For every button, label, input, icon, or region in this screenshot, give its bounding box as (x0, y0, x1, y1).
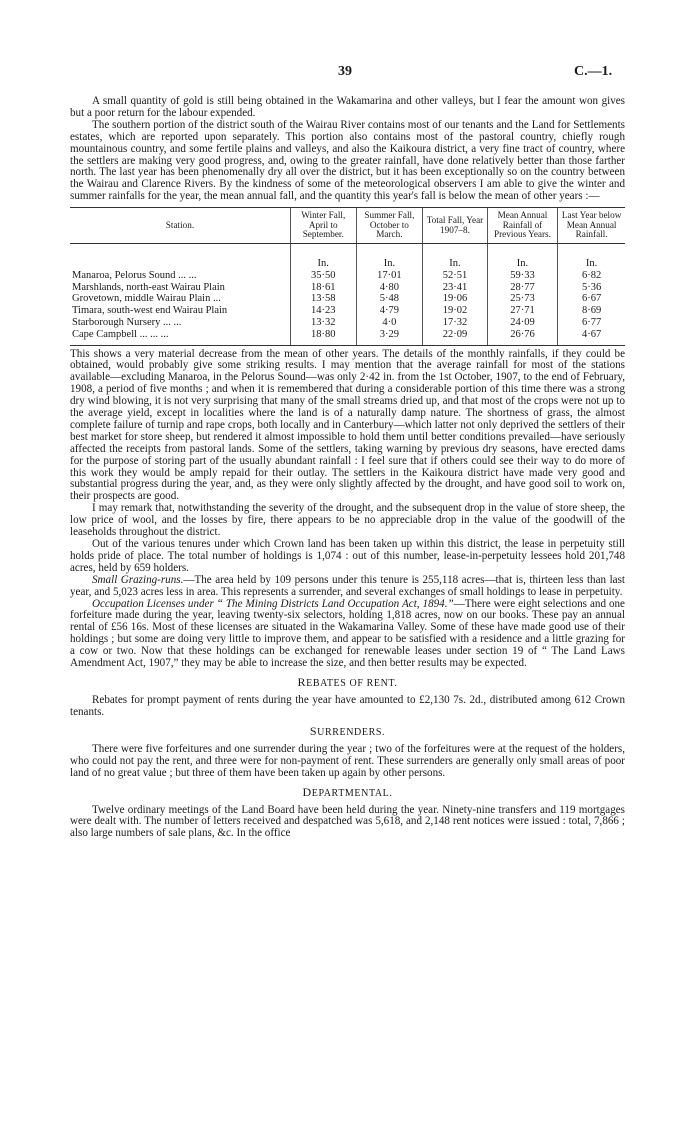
mean-value: 24·09 (487, 317, 558, 329)
summer-value: 4·79 (356, 305, 423, 317)
mean-value: 26·76 (487, 329, 558, 345)
below-value: 6·77 (558, 317, 625, 329)
below-value: 6·67 (558, 293, 625, 305)
unit-label: In. (487, 243, 558, 269)
paragraph-small-grazing (70, 575, 625, 599)
col-total-fall: Total Fall, Year 1907–8. (423, 208, 487, 244)
summer-value: 5·48 (356, 293, 423, 305)
unit-label: In. (290, 243, 356, 269)
table-row (70, 317, 625, 329)
total-value: 19·06 (423, 293, 487, 305)
table-row (70, 270, 625, 282)
table-row (70, 305, 625, 317)
winter-value: 14·23 (290, 305, 356, 317)
table-units-row (70, 243, 625, 269)
summer-value: 17·01 (356, 270, 423, 282)
paragraph-occupation-licenses (70, 599, 625, 670)
paragraph-departmental: Twelve ordinary meetings of the Land Board have been held during the year. Ninety-nine transfers and 119 mortgages were dealt with. The number of letters received and despatched was 5,618, and 2,148 rent notices were issued : total, 7,866 ; also large numbers of sale plans, &c. In the office (70, 803, 625, 840)
below-value: 5·36 (558, 282, 625, 294)
below-value: 4·67 (558, 329, 625, 345)
summer-value: 4·0 (356, 317, 423, 329)
paragraph-southern-portion: The southern portion of the district south of the Wairau River contains most of our tenants and the Land for Settlements estates, which are reported upon separately. This portion also contains most of the pastoral country, chiefly rough mountainous country, and some fertile plains and valleys, and also the Kaikoura district, a very fine tract of country, where the settlers are making very good progress, and, owing to the greater rainfall, have done relatively better than those farther north. The last year has been phenomenally dry all over the district, but it has been exceptionally so on the country between the Wairau and Clarence Rivers. By the kindness of some of the meteorological observers I am able to give the winter and summer rainfalls for the year, the mean annual fall, and the quantity this year's fall is below the mean of other years :— (70, 118, 625, 203)
series-code: C.—1. (574, 64, 613, 79)
page-number: 39 (338, 64, 352, 79)
total-value: 19·02 (423, 305, 487, 317)
paragraph-surrenders: There were five forfeitures and one surrender during the year ; two of the forfeitures were at the request of the holders, who could not pay the rent, and three were for non-payment of rent. These surrenders are generally only small areas of poor land of no great value ; but three of them have been taken up again by other persons. (70, 742, 625, 779)
below-value: 8·69 (558, 305, 625, 317)
below-value: 6·82 (558, 270, 625, 282)
station-name: Marshlands, north-east Wairau Plain (72, 281, 225, 293)
col-mean-annual: Mean Annual Rainfall of Previous Years. (487, 208, 558, 244)
mean-value: 25·73 (487, 293, 558, 305)
station-name: Manaroa, Pelorus Sound ... ... (72, 269, 197, 281)
total-value: 23·41 (423, 282, 487, 294)
unit-label: In. (423, 243, 487, 269)
winter-value: 13·58 (290, 293, 356, 305)
heading-surrenders: SURRENDERS. (309, 723, 386, 738)
station-name: Cape Campbell ... ... ... (72, 328, 169, 340)
winter-value: 18·80 (290, 329, 356, 345)
heading-departmental: DEPARTMENTAL. (302, 784, 393, 799)
paragraph-gold: A small quantity of gold is still being obtained in the Wakamarina and other valleys, but I fear the amount won gives but a poor return for the labour expended. (70, 95, 625, 119)
small-grazing-text: —The area held by 109 persons under this tenure is 255,118 acres—that is, thirteen less than last year, and 5,023 acres less in area. This represents a surrender, and several exchanges of small holdings to lease in perpetuity. (70, 573, 626, 598)
winter-value: 35·50 (290, 270, 356, 282)
table-bottom-rule (70, 345, 625, 346)
station-name: Starborough Nursery ... ... (72, 316, 182, 328)
paragraph-rebates: Rebates for prompt payment of rents during the year have amounted to £2,130 7s. 2d., distributed among 612 Crown tenants. (70, 693, 625, 718)
mean-value: 28·77 (487, 282, 558, 294)
unit-label: In. (558, 243, 625, 269)
mean-value: 59·33 (487, 270, 558, 282)
table-header-row (70, 208, 625, 244)
total-value: 52·51 (423, 270, 487, 282)
unit-label: In. (356, 243, 423, 269)
page-body (70, 96, 625, 840)
table-row (70, 282, 625, 294)
col-winter-fall: Winter Fall, April to September. (290, 208, 356, 244)
station-name: Timara, south-west end Wairau Plain (72, 305, 228, 317)
small-grazing-title: Small Grazing-runs. (92, 573, 184, 586)
total-value: 17·32 (423, 317, 487, 329)
col-below-mean: Last Year below Mean Annual Rainfall. (558, 208, 625, 244)
col-summer-fall: Summer Fall, October to March. (356, 208, 423, 244)
col-station: Station. (70, 208, 290, 244)
table-row (70, 293, 625, 305)
rainfall-table (70, 207, 625, 344)
winter-value: 18·61 (290, 282, 356, 294)
paragraph-decrease: This shows a very material decrease from the mean of other years. The details of the monthly rainfalls, if they could be obtained, would probably give some striking results. I may mention that the average rainfall for most of the stations available—excluding Manaroa, in the Pelorus Sound—was only 2·42 in. from the 1st October, 1907, to the end of February, 1908, a period of five months ; and when it is remembered that during a considerable portion of this time there was a strong dry wind blowing, it is not very surprising that many of the small streams dried up, and that most of the crops were not up to the average yield, except in localities where the land is of a naturally damp nature. The shortness of grass, the almost complete failure of turnip and rape crops, both locally and in Canterbury—which latter not only deprived the settlers of their best market for store sheep, but rendered it almost impossible to hold them until better conditions prevailed—have seriously affected the receipts from pastoral lands. Some of the settlers, taking warning by previous dry seasons, have erected dams for the purpose of storing part of the usually abundant rainfall : I feel sure that if others could see their way to do more of this work they would be amply repaid for their outlay. The settlers in the Kaikoura district have made very good and substantial progress during the year, and, as they were only slightly affected by the drought, and have good soil to work on, their prospects are good. (70, 347, 625, 503)
summer-value: 4·80 (356, 282, 423, 294)
mean-value: 27·71 (487, 305, 558, 317)
occupation-title: Occupation Licenses under “ The Mining Districts Land Occupation Act, 1894.” (92, 597, 454, 610)
total-value: 22·09 (423, 329, 487, 345)
winter-value: 13·32 (290, 317, 356, 329)
heading-rebates: REBATES OF RENT. (297, 674, 398, 689)
summer-value: 3·29 (356, 329, 423, 345)
paragraph-tenures: Out of the various tenures under which Crown land has been taken up within this district, the lease in perpetuity still holds pride of place. The total number of holdings is 1,074 : out of this number, lease-in-perpetuity lessees hold 201,748 acres, held by 659 holders. (70, 538, 625, 574)
paragraph-remark: I may remark that, notwithstanding the severity of the drought, and the subsequent drop in the value of store sheep, the low price of wool, and the losses by fire, there appears to be no appreciable drop in the value of the goodwill of the leaseholds throughout the district. (70, 502, 625, 539)
table-row (70, 329, 625, 345)
page-header (0, 64, 700, 84)
occupation-text: —There were eight selections and one forfeiture made during the year, leaving twenty-six selectors, holding 1,818 acres, now on our books. These pay an annual rental of £56 16s. Most of these licenses are situated in the Wakamarina Valley. Some of these have made good use of their holdings ; but some are doing very little to improve them, and appear to be satisfied with a residence and a little grazing for a cow or two. Now that these holdings can be exchanged for renewable leases under section 19 of “ The Land Laws Amendment Act, 1907,” they may be able to increase the size, and then better results may be expected. (70, 597, 625, 670)
station-name: Grovetown, middle Wairau Plain ... (72, 293, 221, 305)
